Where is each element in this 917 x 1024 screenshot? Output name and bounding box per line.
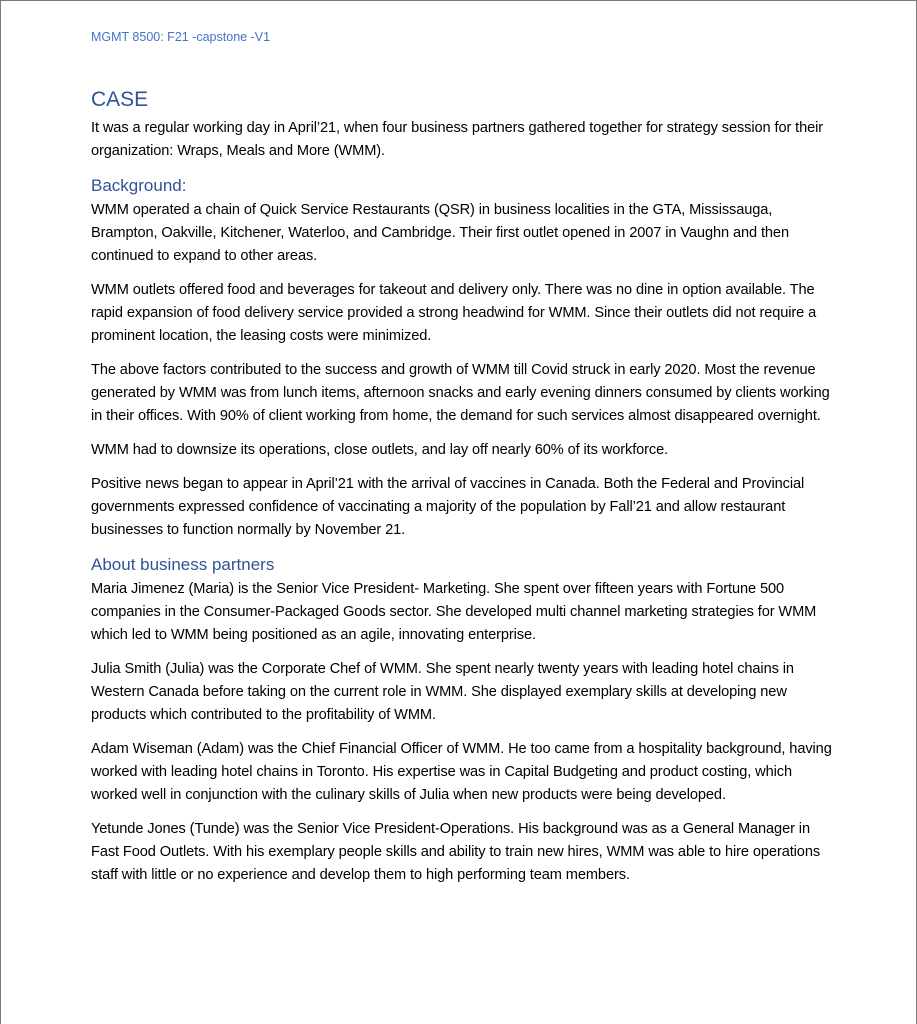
background-paragraph-4: WMM had to downsize its operations, close outlets, and lay off nearly 60% of its workforce. — [91, 442, 669, 458]
background-paragraph-1: WMM operated a chain of Quick Service Restaurants (QSR) in business localities in the GTA, Mississauga, Brampton, Oakville, Kitchener, Waterloo, and Cambridge. Their first outlet opened in 2007 in Vaughn and then continued to expand to other areas. — [91, 202, 789, 264]
partner-paragraph-tunde: Yetunde Jones (Tunde) was the Senior Vice President-Operations. His background was as a General Manager in Fast Food Outlets. With his exemplary people skills and ability to train new hires, WMM was able to hire operations staff with little or no experience and develop them to high performing team members. — [91, 821, 821, 883]
partner-paragraph-maria: Maria Jimenez (Maria) is the Senior Vice President- Marketing. She spent over fifteen years with Fortune 500 companies in the Consumer-Packaged Goods sector. She developed multi channel marketing strategies for WMM which led to WMM being positioned as an agile, innovating enterprise. — [91, 581, 817, 643]
case-heading: CASE — [91, 88, 149, 111]
document-header: MGMT 8500: F21 -capstone -V1 — [91, 30, 271, 44]
background-paragraph-3: The above factors contributed to the success and growth of WMM till Covid struck in early 2020. Most the revenue generated by WMM was from lunch items, afternoon snacks and early evening dinners consumed by clients working in their offices. With 90% of client working from home, the demand for such services almost disappeared overnight. — [91, 362, 830, 424]
partner-paragraph-julia: Julia Smith (Julia) was the Corporate Chef of WMM. She spent nearly twenty years with leading hotel chains in Western Canada before taking on the current role in WMM. She displayed exemplary skills at developing new products which contributed to the profitability of WMM. — [91, 661, 794, 723]
background-paragraph-2: WMM outlets offered food and beverages for takeout and delivery only. There was no dine in option available. The rapid expansion of food delivery service provided a strong headwind for WMM. Since their outlets did not require a prominent location, the leasing costs were minimized. — [91, 282, 817, 344]
partner-paragraph-adam: Adam Wiseman (Adam) was the Chief Financial Officer of WMM. He too came from a hospitality background, having worked with leading hotel chains in Toronto. His expertise was in Capital Budgeting and product costing, which worked well in conjunction with the culinary skills of Julia when new products were being developed. — [91, 741, 832, 803]
case-intro-paragraph: It was a regular working day in April’21, when four business partners gathered together for strategy session for their organization: Wraps, Meals and More (WMM). — [91, 120, 824, 159]
document-body — [91, 85, 836, 898]
partners-heading: About business partners — [91, 555, 275, 574]
background-heading: Background: — [91, 176, 187, 195]
background-paragraph-5: Positive news began to appear in April’21 with the arrival of vaccines in Canada. Both the Federal and Provincial governments expressed confidence of vaccinating a majority of the population by Fall’21 and allow restaurant businesses to function normally by November 21. — [91, 476, 805, 538]
